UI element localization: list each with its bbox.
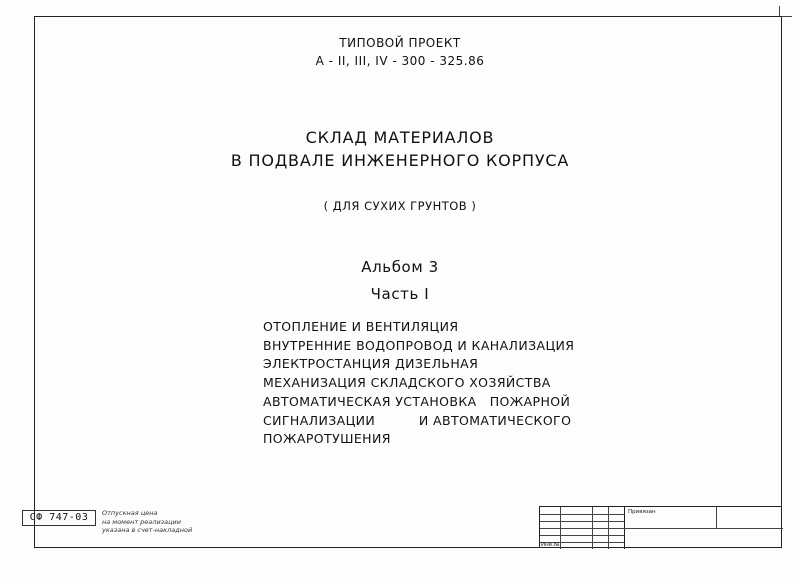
contents-item: ВНУТРЕННИЕ ВОДОПРОВОД И КАНАЛИЗАЦИЯ xyxy=(263,337,575,353)
drawing-frame xyxy=(34,16,782,548)
grid-col-line xyxy=(608,507,609,549)
handnote-line: указана в счет-накладной xyxy=(102,526,193,534)
title-line-1: СКЛАД МАТЕРИАЛОВ xyxy=(305,128,495,147)
title-block xyxy=(539,506,782,548)
grid-row-line xyxy=(540,535,624,536)
contents-item: СИГНАЛИЗАЦИИ И АВТОМАТИЧЕСКОГО xyxy=(263,412,572,428)
titleblock-label: Привязан xyxy=(628,509,656,515)
contents-item: ЭЛЕКТРОСТАНЦИЯ ДИЗЕЛЬНАЯ xyxy=(263,356,479,372)
title-note: ( ДЛЯ СУХИХ ГРУНТОВ ) xyxy=(323,199,477,213)
project-type-line: ТИПОВОЙ ПРОЕКТ xyxy=(339,36,461,50)
grid-col-line xyxy=(560,507,561,549)
album-part: Часть I xyxy=(370,285,430,303)
contents-item: МЕХАНИЗАЦИЯ СКЛАДСКОГО ХОЗЯЙСТВА xyxy=(263,375,551,391)
grid-col-line xyxy=(592,507,593,549)
project-code: А - II, III, IV - 300 - 325.86 xyxy=(315,54,485,68)
inventory-label: Инв.№ xyxy=(541,542,560,548)
album-number: Альбом 3 xyxy=(361,258,439,276)
handnote-line: Отпускная цена xyxy=(102,509,158,517)
grid-row-line xyxy=(540,514,624,515)
title-block-right-line xyxy=(624,528,783,529)
album-contents-list xyxy=(263,318,574,449)
price-handnote xyxy=(102,509,192,535)
grid-row-line xyxy=(540,521,624,522)
contents-item: ОТОПЛЕНИЕ И ВЕНТИЛЯЦИЯ xyxy=(263,319,459,334)
archive-stamp: СФ 747-03 xyxy=(22,510,96,526)
title-block-small-col xyxy=(716,507,717,528)
contents-item: АВТОМАТИЧЕСКАЯ УСТАНОВКА ПОЖАРНОЙ xyxy=(263,393,571,409)
title-line-2: В ПОДВАЛЕ ИНЖЕНЕРНОГО КОРПУСА xyxy=(230,151,570,170)
handnote-line: на момент реализации xyxy=(102,517,181,526)
contents-item: ПОЖАРОТУШЕНИЯ xyxy=(263,431,391,447)
grid-row-line xyxy=(540,528,624,529)
